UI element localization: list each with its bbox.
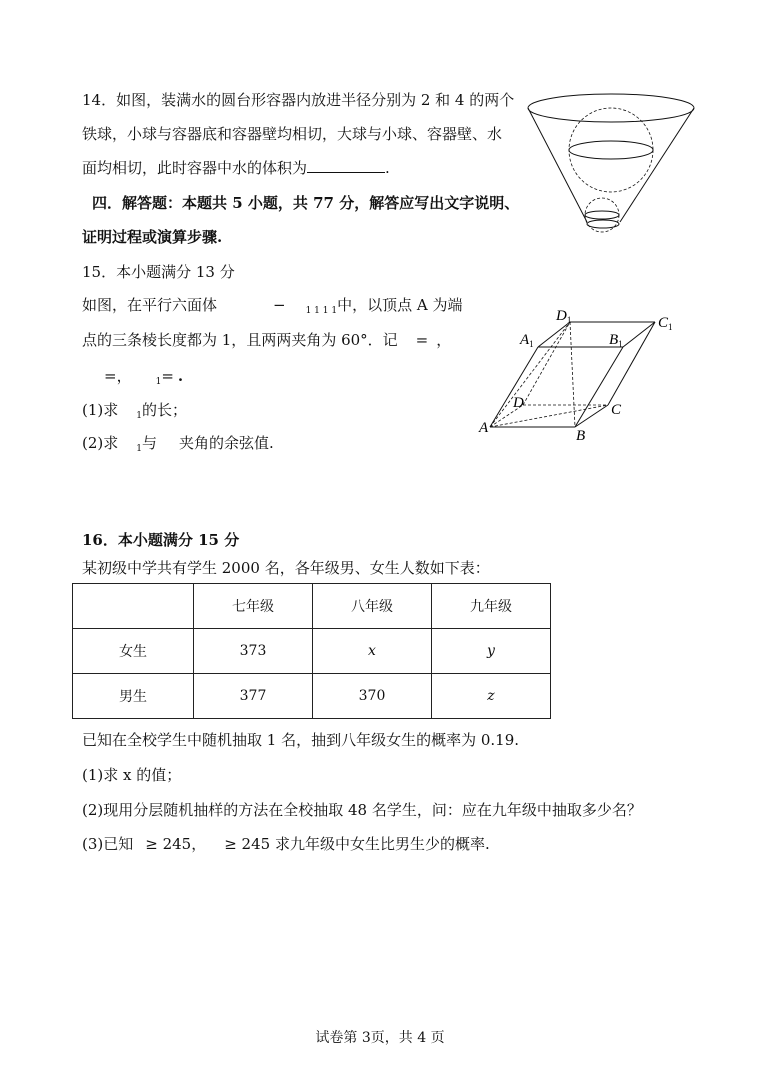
q15-heading: 15．本小题满分 13 分 — [82, 263, 235, 281]
frustum-right-side — [620, 108, 694, 222]
q15-part2-b: 与 — [141, 434, 157, 452]
table-cell: x — [313, 629, 432, 674]
q15-line3-comma: ， — [116, 367, 132, 385]
edge-b-c — [575, 405, 608, 427]
label-a: A — [479, 420, 489, 436]
q15-line3-dot: . — [177, 367, 184, 385]
table-header-row — [73, 584, 551, 629]
table-cell: 女生 — [73, 629, 194, 674]
label-c: C — [611, 402, 622, 418]
table-cell: 373 — [194, 629, 313, 674]
table-header-cell: 九年级 — [432, 584, 551, 629]
table-cell: 男生 — [73, 674, 194, 719]
q16-part1: (1)求 x 的值； — [82, 766, 182, 784]
q15-line3-eq2: = — [161, 367, 174, 385]
q14-line1: 14．如图，装满水的圆台形容器内放进半径分别为 2 和 4 的两个 — [82, 91, 515, 109]
large-ball-equator — [569, 141, 653, 159]
q15-line1-a: 如图，在平行六面体 — [82, 296, 218, 314]
table-cell: 370 — [313, 674, 432, 719]
grade-table — [72, 583, 551, 719]
q14-line3 — [82, 158, 390, 178]
section4-line1: 四．解答题：本题共 5 小题，共 77 分，解答应写出文字说明、 — [92, 194, 520, 212]
large-ball — [569, 108, 653, 192]
q16-part3-c: ≥ 245 求九年级中女生比男生少的概率. — [224, 835, 490, 853]
q15-part1-a: (1)求 — [82, 401, 119, 419]
label-c1: $C_1$ — [658, 315, 673, 332]
q15-part1 — [82, 400, 187, 426]
q15-line3-sub: 1 — [155, 377, 162, 387]
q15-line1 — [82, 295, 462, 321]
q15-line2-eq: = — [415, 331, 429, 349]
table-cell: y — [432, 629, 551, 674]
edge-d-d1 — [523, 322, 570, 405]
q16-after: 已知在全校学生中随机抽取 1 名，抽到八年级女生的概率为 0.19. — [82, 731, 520, 749]
edge-a-a1 — [490, 347, 538, 427]
table-header-cell — [73, 584, 194, 629]
frustum-left-side — [528, 108, 587, 222]
table-header-cell: 七年级 — [194, 584, 313, 629]
diag-a-d1 — [490, 322, 570, 427]
q14-line3-text: 面均相切，此时容器中水的体积为 — [82, 159, 308, 177]
q15-line2 — [82, 330, 451, 350]
label-b1: $B_1$ — [609, 332, 623, 349]
small-ball-equator — [585, 211, 619, 219]
frustum-bottom — [587, 220, 619, 228]
section4-line2: 证明过程或演算步骤. — [82, 228, 223, 246]
q15-part2-sub: 1 — [136, 444, 142, 454]
q15-line1-dash: − — [273, 296, 286, 314]
diag-a-c — [490, 405, 608, 427]
q15-line3-eq1: = — [104, 367, 117, 385]
q15-part1-sub: 1 — [136, 411, 142, 421]
q15-line3 — [90, 366, 183, 392]
table-cell: z — [432, 674, 551, 719]
q15-line1-subs: 1 1 1 1 — [305, 306, 338, 316]
q15-line1-b: 中，以顶点 A 为端 — [337, 296, 463, 314]
parallelepiped-figure — [478, 300, 688, 450]
q16-part2: (2)现用分层随机抽样的方法在全校抽取 48 名学生，问：应在九年级中抽取多少名？ — [82, 801, 642, 819]
table-row — [73, 629, 551, 674]
q16-part3-b: ≥ 245， — [145, 835, 207, 853]
q14-line3-end: . — [385, 159, 390, 177]
table-row — [73, 674, 551, 719]
q15-line2-a: 点的三条棱长度都为 1，且两两夹角为 60°．记 — [82, 331, 398, 349]
q15-part2-a: (2)求 — [82, 434, 119, 452]
answer-blank — [307, 158, 385, 173]
q16-intro: 某初级中学共有学生 2000 名，各年级男、女生人数如下表： — [82, 559, 490, 577]
q14-line2: 铁球，小球与容器底和容器壁均相切，大球与小球、容器壁、水 — [82, 125, 503, 143]
table-header-cell: 八年级 — [313, 584, 432, 629]
label-d: D — [513, 395, 524, 411]
label-b: B — [576, 428, 586, 444]
q15-part2 — [82, 433, 274, 459]
q15-line2-comma: ， — [436, 331, 452, 349]
q16-part3 — [82, 834, 490, 854]
q15-part2-c: 夹角的余弦值. — [179, 434, 274, 452]
label-d1: $D_1$ — [556, 308, 572, 325]
label-a1: $A_1$ — [520, 332, 534, 349]
q15-part1-b: 的长； — [141, 401, 187, 419]
frustum-figure — [525, 88, 700, 240]
table-cell: 377 — [194, 674, 313, 719]
edge-b1-c1 — [623, 322, 655, 347]
q16-part3-a: (3)已知 — [82, 835, 134, 853]
page-footer: 试卷第 3页，共 4 页 — [315, 1030, 445, 1046]
q16-heading: 16．本小题满分 15 分 — [82, 531, 240, 549]
